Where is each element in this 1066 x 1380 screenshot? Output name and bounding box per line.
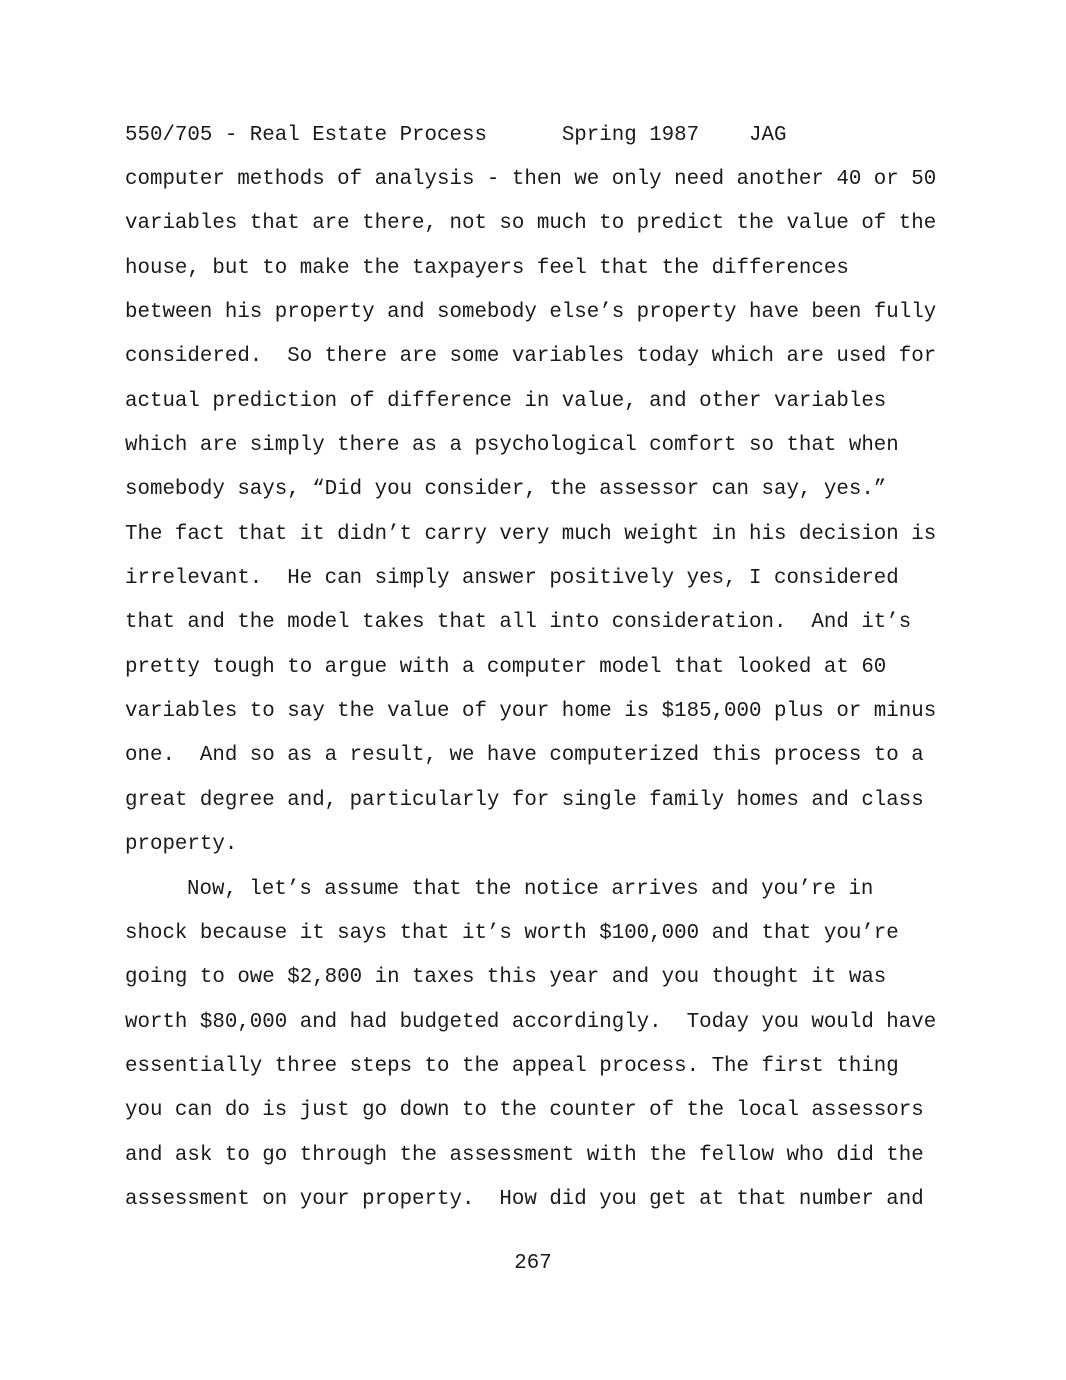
text-line: assessment on your property. How did you get at that number and: [125, 1187, 924, 1211]
text-line: between his property and somebody else’s property have been fully: [125, 301, 937, 325]
header-initials: JAG: [749, 124, 787, 147]
body-text: [125, 166, 955, 1230]
text-line: which are simply there as a psychological comfort so that when: [125, 434, 899, 458]
text-line: variables that are there, not so much to predict the value of the: [125, 212, 937, 236]
text-line: variables to say the value of your home is $185,000 plus or minus: [125, 700, 937, 724]
text-line: worth $80,000 and had budgeted accordingly. Today you would have: [125, 1010, 937, 1034]
text-line: that and the model takes that all into consideration. And it’s: [125, 611, 912, 635]
text-line: house, but to make the taxpayers feel that the differences: [125, 256, 849, 280]
text-line: pretty tough to argue with a computer model that looked at 60: [125, 655, 887, 679]
running-header: [125, 122, 787, 150]
text-line: going to owe $2,800 in taxes this year and you thought it was: [125, 966, 887, 990]
text-line: great degree and, particularly for single family homes and class: [125, 788, 924, 812]
header-course: 550/705 - Real Estate Process: [125, 124, 487, 147]
text-line: you can do is just go down to the counter of the local assessors: [125, 1099, 924, 1123]
header-term: Spring 1987: [561, 124, 700, 147]
text-line: essentially three steps to the appeal process. The first thing: [125, 1054, 899, 1078]
text-line: one. And so as a result, we have computerized this process to a: [125, 744, 924, 768]
text-line: irrelevant. He can simply answer positively yes, I considered: [125, 567, 899, 591]
text-line: property.: [125, 833, 238, 857]
text-line: computer methods of analysis - then we only need another 40 or 50: [125, 168, 937, 191]
text-line: actual prediction of difference in value, and other variables: [125, 389, 887, 413]
text-line: Now, let’s assume that the notice arrives and you’re in: [187, 877, 874, 901]
text-line: somebody says, “Did you consider, the assessor can say, yes.”: [125, 478, 887, 502]
text-line: shock because it says that it’s worth $100,000 and that you’re: [125, 921, 899, 945]
text-line: and ask to go through the assessment with the fellow who did the: [125, 1143, 924, 1167]
text-line: considered. So there are some variables today which are used for: [125, 345, 937, 369]
page-number: 267: [514, 1252, 552, 1275]
text-line: The fact that it didn’t carry very much weight in his decision is: [125, 522, 937, 546]
